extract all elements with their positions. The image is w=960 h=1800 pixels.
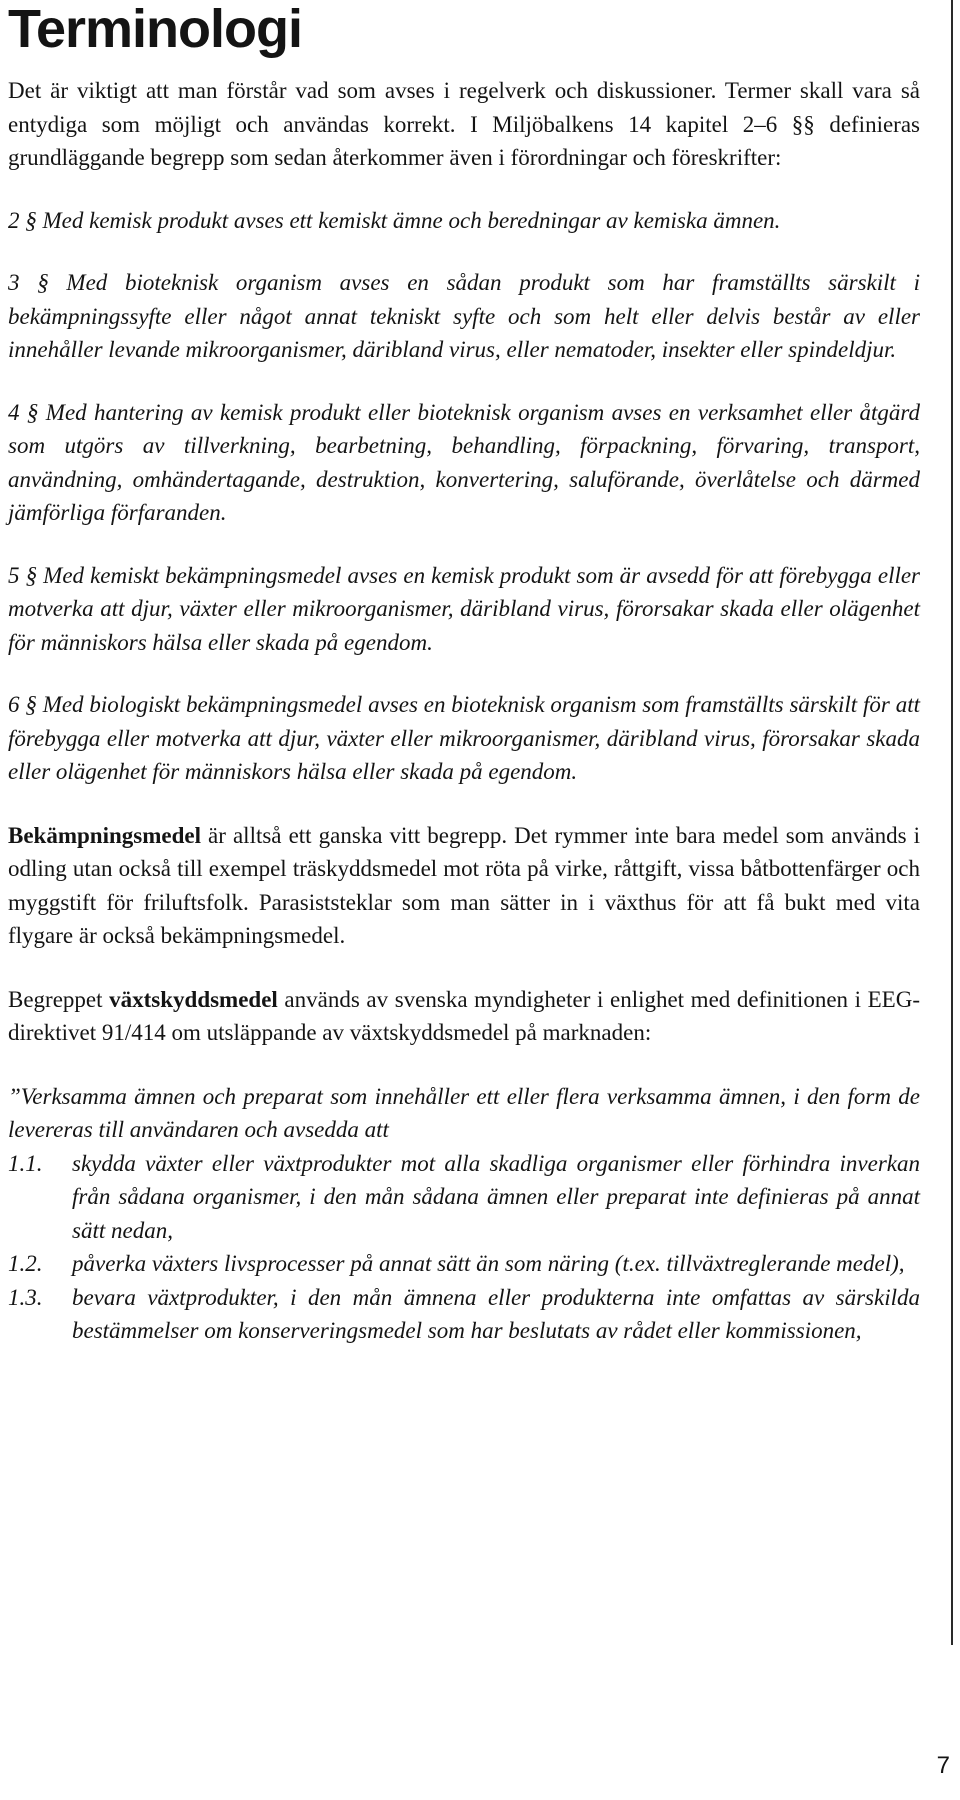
definition-section: 5 § [8,562,38,588]
quote-list [8,1147,920,1348]
list-item [8,1281,920,1348]
definition-3 [8,266,920,367]
list-number: 1.2. [8,1251,43,1276]
list-text: påverka växters livsprocesser på annat sätt än som näring (t.ex. tillväxtreglerande medel), [72,1251,905,1276]
paragraph-text-before: Begreppet [8,986,110,1012]
paragraph-text-after: används av svenska myndigheter i enlighet med definitionen i EEG-direktivet 91/414 om utsläppande av växtskyddsmedel på marknaden: [8,986,920,1045]
term-bold: växtskyddsmedel [109,986,278,1012]
directive-quote [8,1080,920,1348]
definition-text: Med biologiskt bekämpningsmedel avses en bioteknisk organism som framställts särskilt för att förebygga eller motverka att djur, växter eller mikroorganismer, däribland virus, förorsakar skada eller olägenhet för människors hälsa eller skada på egendom. [8,692,920,784]
vaxtskyddsmedel-paragraph [8,983,920,1050]
document-page [8,0,920,1348]
list-number: 1.1. [8,1150,43,1176]
definition-5 [8,559,920,660]
quote-lead: ”Verksamma ämnen och preparat som innehåller ett eller flera verksamma ämnen, i den form de levereras till användaren och avsedda att [8,1083,920,1142]
definition-section: 2 § [8,207,37,233]
definition-section: 3 § [8,270,49,295]
bekampningsmedel-paragraph [8,819,920,953]
list-number: 1.3. [8,1284,43,1310]
definition-section: 6 § [8,692,37,717]
list-text: bevara växtprodukter, i den mån ämnena eller produkterna inte omfattas av särskilda bestämmelser om konserveringsmedel som har beslutats av rådet eller kommissionen, [72,1284,920,1343]
page-heading: Terminologi [8,0,302,59]
list-item [8,1147,920,1248]
definition-4 [8,396,920,530]
definition-section: 4 § [8,399,39,425]
definition-6 [8,688,920,789]
term-bold: Bekämpningsmedel [8,822,201,848]
page-number: 7 [936,1752,950,1779]
definition-text: Med hantering av kemisk produkt eller bioteknisk organism avses en verksamhet eller åtgärd som utgörs av tillverkning, bearbetning, behandling, förpackning, förvaring, transport, användning, omhändertagande, destruktion, konvertering, saluförande, överlåtelse och därmed jämförliga förfaranden. [8,399,921,525]
paragraph-text: är alltså ett ganska vitt begrepp. Det rymmer inte bara medel som används i odling utan också till exempel träskyddsmedel mot röta på virke, råttgift, vissa båtbottenfärger och myggstift för friluftsfolk. Parasiststeklar som man sätter in i växthus för att få bukt med vita flygare är också bekämpningsmedel. [8,822,920,948]
list-item [8,1247,920,1281]
list-text: skydda växter eller växtprodukter mot alla skadliga organismer eller förhindra inverkan från sådana organismer, i den mån sådana ämnen eller preparat inte definieras på annat sätt nedan, [72,1150,920,1243]
definition-text: Med kemisk produkt avses ett kemiskt ämne och beredningar av kemiska ämnen. [42,207,781,233]
definition-2 [8,204,920,238]
definition-text: Med bioteknisk organism avses en sådan produkt som har framställts särskilt i bekämpningssyfte eller något annat tekniskt syfte och som helt eller delvis består av eller innehåller levande mikroorganismer, däribland virus, eller nematoder, insekter eller spindeldjur. [8,270,920,362]
margin-rule [951,0,953,1645]
intro-paragraph: Det är viktigt att man förstår vad som avses i regelverk och diskussioner. Termer skall vara så entydiga som möjligt och användas korrekt. I Miljöbalkens 14 kapitel 2–6 §§ definieras grundläggande begrepp som sedan återkommer även i förordningar och föreskrifter: [8,78,920,170]
definition-text: Med kemiskt bekämpningsmedel avses en kemisk produkt som är avsedd för att förebygga eller motverka att djur, växter eller mikroorganismer, däribland virus, förorsakar skada eller olägenhet för människors hälsa eller skada på egendom. [8,562,921,655]
